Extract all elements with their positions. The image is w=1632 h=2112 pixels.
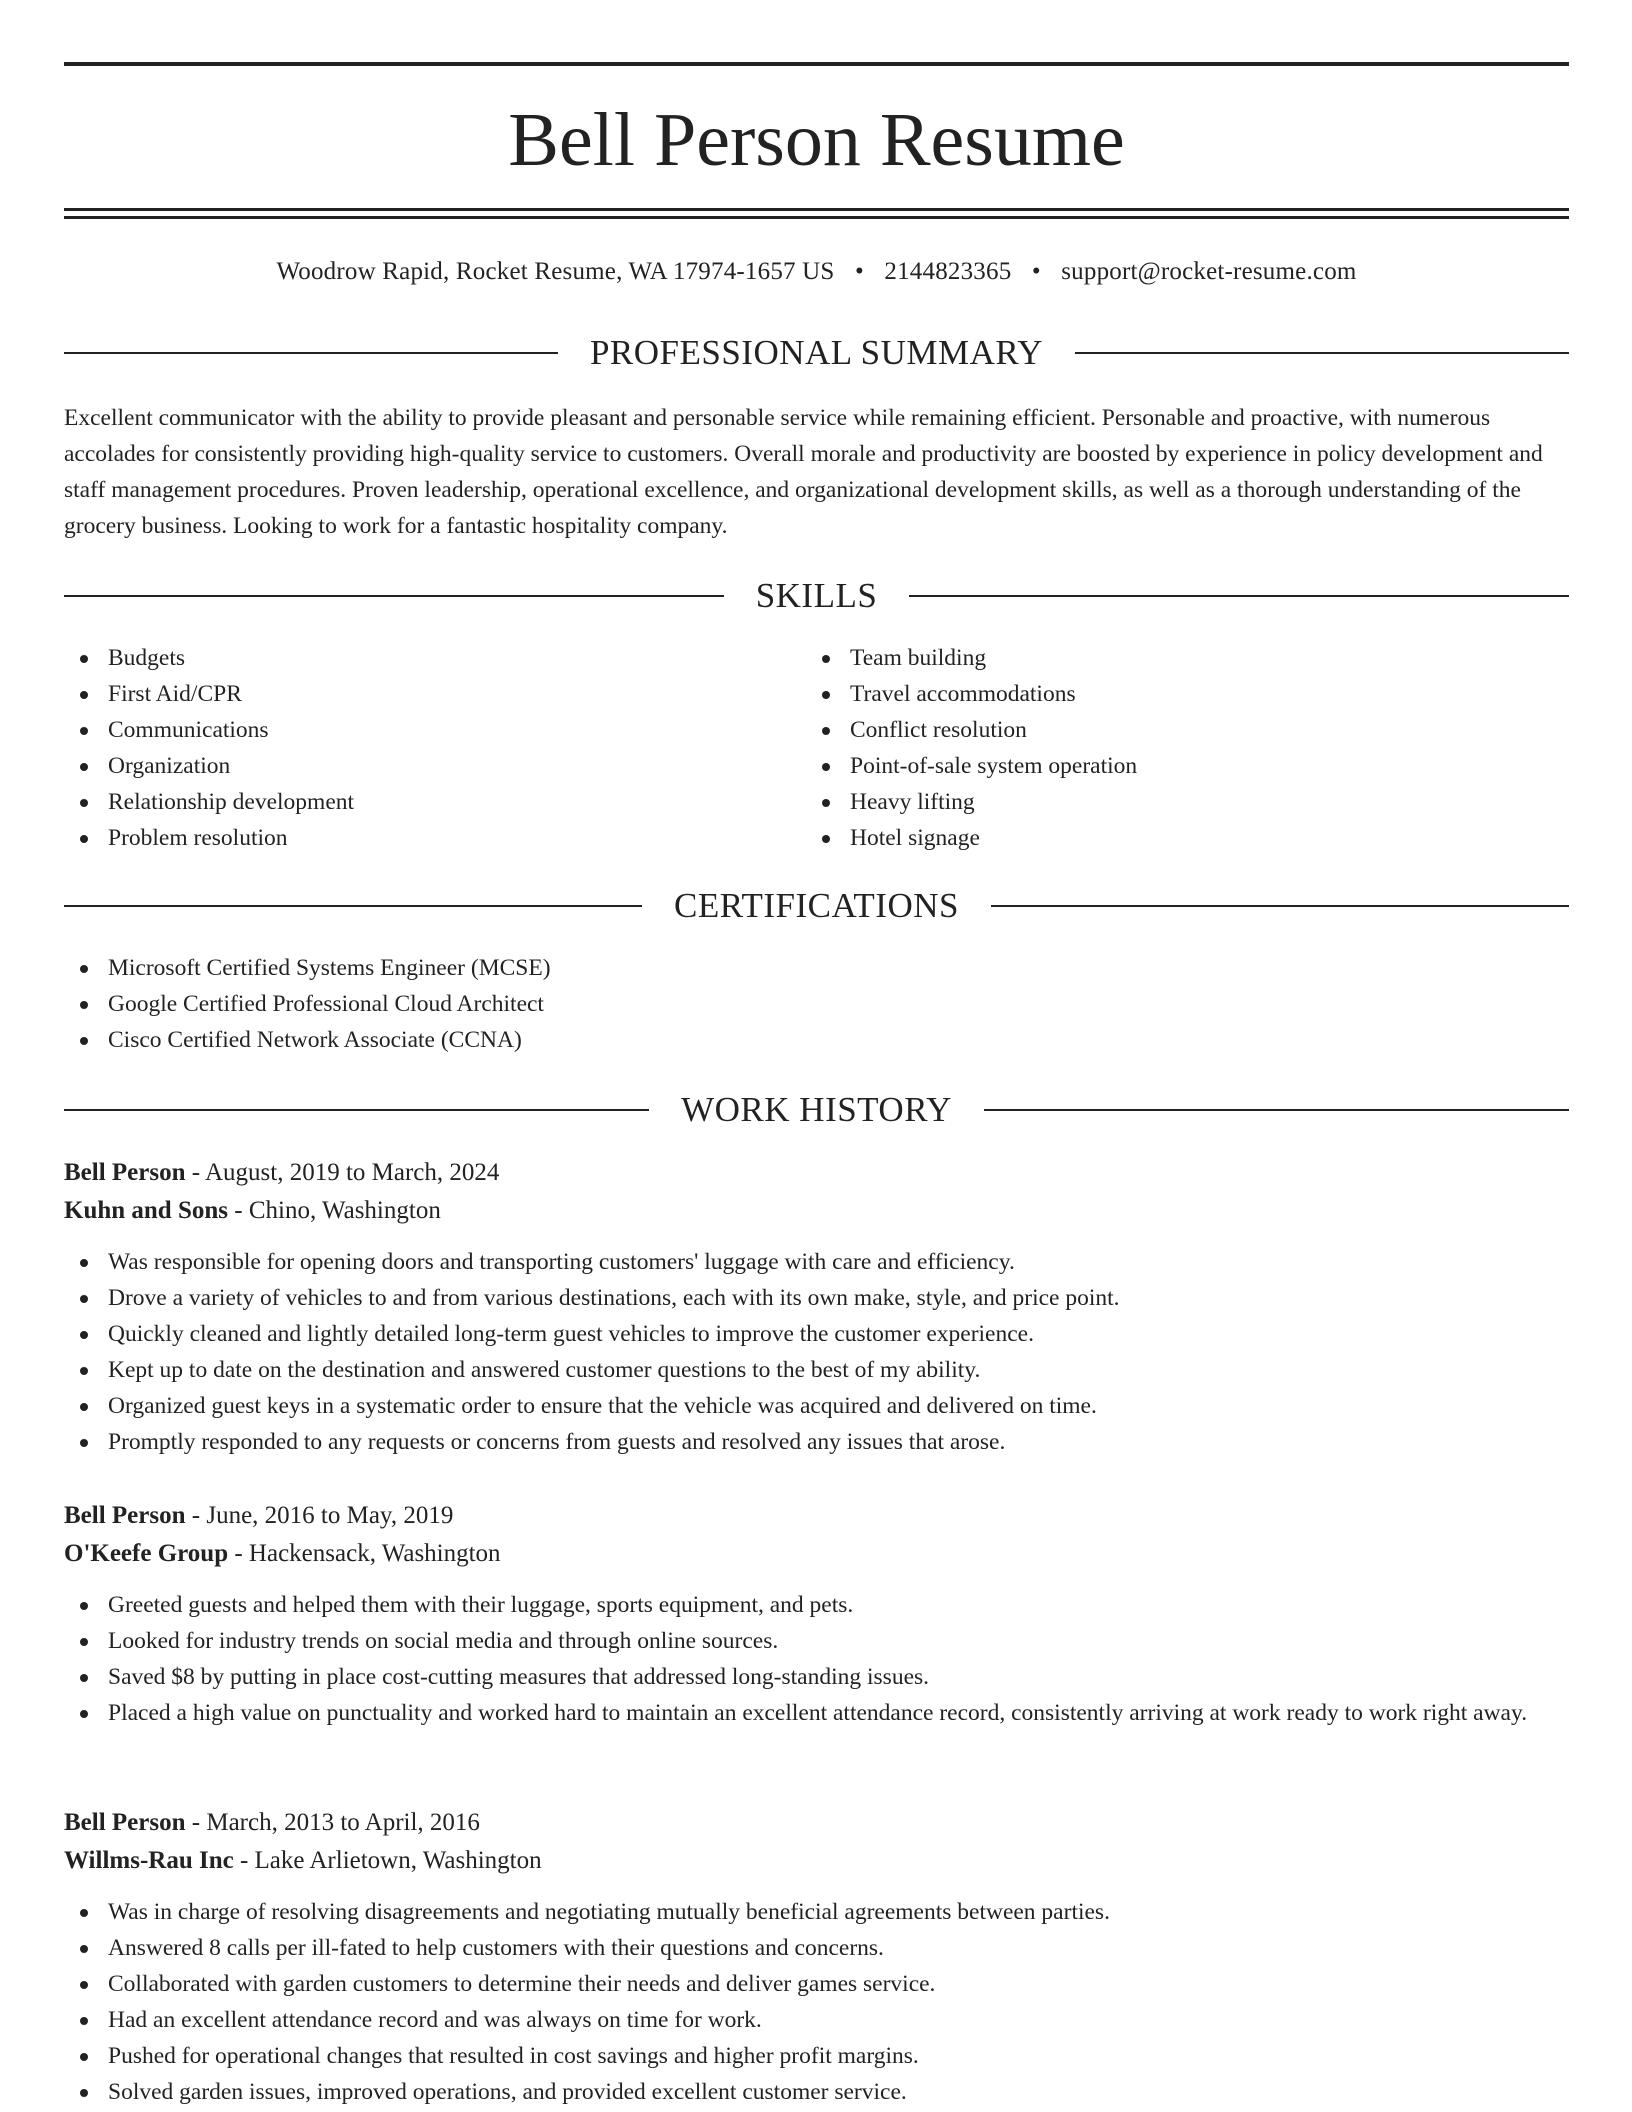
contact-address: Woodrow Rapid, Rocket Resume, WA 17974-1657 US: [276, 258, 835, 285]
list-item: Travel accommodations: [806, 676, 1546, 712]
job-dates: - June, 2016 to May, 2019: [185, 1502, 454, 1529]
section-header-certifications: [64, 884, 1569, 928]
job-title-line: [64, 1804, 1569, 1842]
contact-phone: 2144823365: [884, 258, 1012, 285]
section-title-work-history: WORK HISTORY: [681, 1090, 952, 1129]
list-item: First Aid/CPR: [64, 676, 804, 712]
certifications-block: [64, 950, 1569, 1058]
job-duties-list: [64, 1244, 1569, 1460]
section-header-summary: [64, 331, 1569, 375]
list-item: Team building: [806, 640, 1546, 676]
section-rule-left: [64, 595, 724, 597]
list-item: Relationship development: [64, 784, 804, 820]
list-item: Cisco Certified Network Associate (CCNA): [64, 1022, 1569, 1058]
section-rule-right: [909, 595, 1569, 597]
job-entry: [64, 1497, 1569, 1731]
title-rule-upper: [64, 208, 1569, 211]
job-company: Kuhn and Sons: [64, 1197, 229, 1224]
job-location: - Chino, Washington: [228, 1197, 441, 1224]
list-item: Budgets: [64, 640, 804, 676]
job-company: O'Keefe Group: [64, 1540, 229, 1567]
job-duties-list: [64, 1587, 1569, 1731]
contact-line: [64, 252, 1569, 292]
job-location: - Hackensack, Washington: [228, 1540, 501, 1567]
job-dates: - March, 2013 to April, 2016: [185, 1809, 480, 1836]
contact-separator: •: [854, 258, 864, 285]
section-rule-right: [991, 905, 1569, 907]
skills-column-left: [64, 640, 804, 856]
job-company-line: [64, 1842, 1569, 1880]
list-item: Answered 8 calls per ill-fated to help customers with their questions and concerns.: [64, 1930, 1569, 1966]
list-item: Microsoft Certified Systems Engineer (MCSE): [64, 950, 1569, 986]
section-rule-left: [64, 905, 642, 907]
section-header-skills: [64, 574, 1569, 618]
resume-title: Bell Person Resume: [508, 98, 1125, 182]
list-item: Pushed for operational changes that resulted in cost savings and higher profit margins.: [64, 2038, 1569, 2074]
section-rule-left: [64, 352, 558, 354]
section-title-certifications: CERTIFICATIONS: [674, 886, 959, 925]
list-item: Promptly responded to any requests or concerns from guests and resolved any issues that arose.: [64, 1424, 1569, 1460]
job-company: Willms-Rau Inc: [64, 1847, 234, 1874]
skills-list-left: [64, 640, 804, 856]
list-item: Greeted guests and helped them with their luggage, sports equipment, and pets.: [64, 1587, 1569, 1623]
skills-column-right: [806, 640, 1546, 856]
job-entry: [64, 1804, 1569, 2110]
certifications-list: [64, 950, 1569, 1058]
section-rule-right: [984, 1109, 1569, 1111]
contact-separator: •: [1031, 258, 1041, 285]
skills-list-right: [806, 640, 1546, 856]
job-title-line: [64, 1154, 1569, 1192]
list-item: Point-of-sale system operation: [806, 748, 1546, 784]
section-title-skills: SKILLS: [755, 576, 878, 615]
job-role: Bell Person: [64, 1159, 186, 1186]
job-title-line: [64, 1497, 1569, 1535]
list-item: Solved garden issues, improved operations, and provided excellent customer service.: [64, 2074, 1569, 2110]
list-item: Had an excellent attendance record and was always on time for work.: [64, 2002, 1569, 2038]
section-header-work-history: [64, 1088, 1569, 1132]
list-item: Communications: [64, 712, 804, 748]
job-location: - Lake Arlietown, Washington: [233, 1847, 542, 1874]
summary-text: Excellent communicator with the ability to provide pleasant and personable service while remaining efficient. Personable and proactive, with numerous accolades for consistently providing high-quality service to customers. Overall morale and productivity are boosted by experience in policy development and staff management procedures. Proven leadership, operational excellence, and organizational development skills, as well as a thorough understanding of the grocery business. Looking to work for a fantastic hospitality company.: [64, 405, 1543, 539]
list-item: Organization: [64, 748, 804, 784]
list-item: Organized guest keys in a systematic order to ensure that the vehicle was acquired and delivered on time.: [64, 1388, 1569, 1424]
title-rule-lower: [64, 216, 1569, 219]
job-dates: - August, 2019 to March, 2024: [185, 1159, 500, 1186]
section-title-summary: PROFESSIONAL SUMMARY: [589, 333, 1044, 372]
job-entry: [64, 1154, 1569, 1460]
section-rule-right: [1075, 352, 1569, 354]
job-duties-list: [64, 1894, 1569, 2110]
job-role: Bell Person: [64, 1502, 186, 1529]
job-role: Bell Person: [64, 1809, 186, 1836]
top-rule: [64, 62, 1569, 66]
list-item: Drove a variety of vehicles to and from various destinations, each with its own make, style, and price point.: [64, 1280, 1569, 1316]
list-item: Heavy lifting: [806, 784, 1546, 820]
list-item: Quickly cleaned and lightly detailed long-term guest vehicles to improve the customer experience.: [64, 1316, 1569, 1352]
contact-email: support@rocket-resume.com: [1061, 258, 1357, 285]
list-item: Kept up to date on the destination and answered customer questions to the best of my ability.: [64, 1352, 1569, 1388]
list-item: Was in charge of resolving disagreements and negotiating mutually beneficial agreements between parties.: [64, 1894, 1569, 1930]
list-item: Looked for industry trends on social media and through online sources.: [64, 1623, 1569, 1659]
list-item: Hotel signage: [806, 820, 1546, 856]
list-item: Problem resolution: [64, 820, 804, 856]
job-company-line: [64, 1535, 1569, 1573]
list-item: Collaborated with garden customers to determine their needs and deliver games service.: [64, 1966, 1569, 2002]
list-item: Was responsible for opening doors and transporting customers' luggage with care and efficiency.: [64, 1244, 1569, 1280]
job-company-line: [64, 1192, 1569, 1230]
list-item: Google Certified Professional Cloud Architect: [64, 986, 1569, 1022]
list-item: Placed a high value on punctuality and worked hard to maintain an excellent attendance record, consistently arriving at work ready to work right away.: [64, 1695, 1569, 1731]
list-item: Saved $8 by putting in place cost-cutting measures that addressed long-standing issues.: [64, 1659, 1569, 1695]
section-rule-left: [64, 1109, 649, 1111]
list-item: Conflict resolution: [806, 712, 1546, 748]
